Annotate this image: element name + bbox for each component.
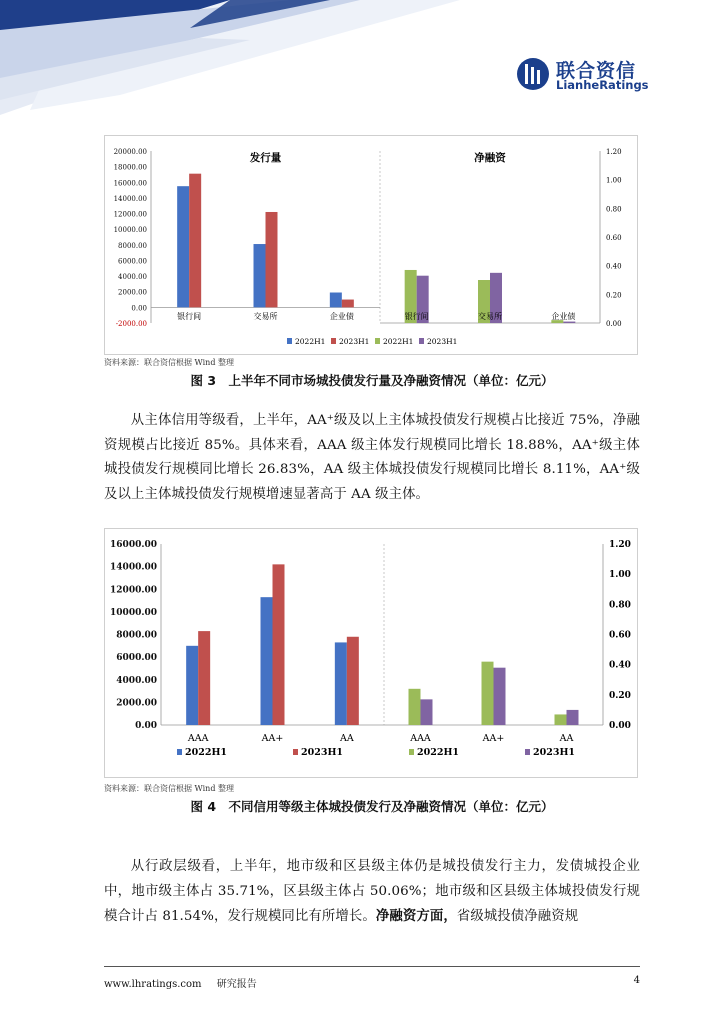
left-tick-label: 4000.00 [118, 273, 147, 282]
left-tick-label: 20000.00 [113, 148, 147, 156]
left-tick-label: 4000.00 [116, 675, 157, 686]
right-tick-label: 0.00 [606, 320, 622, 328]
bar-2022H1-left [261, 597, 273, 725]
bar-2022H1-right [482, 662, 494, 725]
logo-icon [516, 56, 552, 92]
x-category-label: 银行间 [404, 312, 429, 321]
chart-4 [105, 529, 637, 777]
x-category-label: 企业债 [329, 312, 354, 321]
right-tick-label: 0.80 [609, 600, 631, 611]
x-category-label: AA+ [482, 733, 505, 744]
legend-label: 2022H1 [185, 747, 228, 758]
paragraph-2-bold: 净融资方面， [375, 908, 457, 924]
legend-swatch [293, 749, 298, 755]
x-category-label: 交易所 [478, 312, 502, 321]
legend-swatch [331, 338, 336, 344]
left-tick-label: 10000.00 [110, 607, 157, 618]
right-tick-label: 1.00 [609, 570, 631, 581]
legend-label: 2023H1 [301, 747, 344, 758]
bar-2022H1-left [186, 646, 198, 725]
right-tick-label: 0.00 [609, 721, 631, 731]
chart-4-caption: 图 4 不同信用等级主体城投债发行及净融资情况（单位：亿元） [190, 799, 554, 814]
paragraph-admin-level [104, 855, 640, 930]
bar-2023H1-right [494, 668, 506, 725]
panel-title-left: 发行量 [249, 152, 282, 164]
right-tick-label: 0.20 [609, 690, 631, 701]
legend-swatch [525, 749, 530, 755]
bar-2022H1-left [177, 186, 189, 307]
left-tick-label: 14000.00 [113, 194, 147, 203]
right-tick-label: 0.80 [606, 205, 622, 214]
legend-swatch [409, 749, 414, 755]
chart-3-caption: 图 3 上半年不同市场城投债发行量及净融资情况（单位：亿元） [190, 373, 554, 388]
left-tick-label: 2000.00 [116, 698, 157, 709]
chart-4-frame [104, 528, 638, 778]
right-tick-label: 1.20 [606, 148, 622, 156]
left-tick-label: 0.00 [135, 721, 157, 731]
footer-rule [104, 966, 640, 967]
bar-2022H1-right [555, 714, 567, 725]
legend-swatch [287, 338, 292, 344]
left-tick-label: 6000.00 [116, 653, 157, 664]
legend-swatch [375, 338, 380, 344]
right-tick-label: 0.40 [606, 262, 622, 271]
brand-cn: 联合资信 [556, 60, 637, 82]
legend-label: 2022H1 [383, 337, 414, 346]
bar-2023H1-right [421, 699, 433, 725]
legend-label: 2022H1 [295, 337, 326, 346]
bar-2023H1-left [347, 637, 359, 725]
left-tick-label: 14000.00 [110, 562, 157, 573]
left-tick-label: 10000.00 [113, 226, 147, 235]
left-tick-label: 0.00 [131, 304, 147, 313]
paragraph-credit-rating [104, 409, 640, 507]
bar-2023H1-left [189, 174, 201, 308]
left-tick-label: 12000.00 [110, 585, 157, 596]
right-tick-label: 0.40 [609, 660, 631, 671]
chart-3 [105, 136, 637, 354]
x-category-label: 银行间 [177, 312, 202, 321]
right-tick-label: 1.00 [606, 176, 622, 185]
panel-title-right: 净融资 [474, 152, 506, 164]
bar-2023H1-left [342, 300, 354, 308]
bar-2023H1-right [567, 710, 579, 725]
left-tick-label: 12000.00 [113, 210, 147, 219]
footer-label: 研究报告 [216, 979, 257, 990]
paragraph-2-tail: 省级城投债净融资规 [456, 909, 579, 924]
legend-label: 2023H1 [533, 747, 576, 758]
left-tick-label: 16000.00 [113, 179, 147, 188]
brand-logo [516, 56, 649, 96]
left-tick-label: 8000.00 [116, 630, 157, 641]
x-category-label: 交易所 [253, 312, 278, 321]
x-category-label: 企业债 [551, 312, 576, 321]
x-category-label: AA [559, 733, 574, 744]
right-tick-label: 0.60 [606, 234, 622, 242]
left-tick-label: 6000.00 [118, 257, 147, 266]
left-tick-label: 8000.00 [118, 241, 147, 250]
legend-label: 2023H1 [339, 337, 370, 346]
bar-2023H1-left [198, 631, 210, 725]
right-tick-label: 0.20 [606, 291, 622, 300]
legend-swatch [419, 338, 424, 344]
left-tick-label: -2000.00 [115, 320, 147, 328]
left-tick-label: 2000.00 [118, 288, 147, 297]
page-number: 4 [633, 975, 640, 986]
brand-en: LianheRatings [556, 78, 649, 92]
chart-3-source: 资料来源：联合资信根据 Wind 整理 [104, 358, 234, 367]
legend-label: 2022H1 [417, 747, 460, 758]
footer-site-link[interactable]: www.lhratings.com [104, 979, 202, 990]
x-category-label: AA [339, 733, 354, 744]
right-tick-label: 1.20 [609, 540, 631, 550]
x-category-label: AAA [410, 733, 431, 744]
footer [104, 975, 640, 990]
bar-2022H1-right [409, 689, 421, 725]
chart-4-source: 资料来源：联合资信根据 Wind 整理 [104, 784, 234, 793]
bar-2022H1-left [335, 642, 347, 725]
left-tick-label: 18000.00 [113, 163, 147, 172]
left-tick-label: 16000.00 [110, 540, 157, 550]
chart-3-frame [104, 135, 638, 355]
legend-swatch [177, 749, 182, 755]
right-tick-label: 0.60 [609, 630, 631, 641]
x-category-label: AAA [187, 733, 209, 744]
bar-2023H1-left [273, 564, 285, 725]
legend-label: 2023H1 [427, 337, 458, 346]
bar-2023H1-left [266, 212, 278, 307]
bar-2022H1-left [330, 293, 342, 308]
x-category-label: AA+ [261, 733, 284, 744]
paragraph-2-text: 从行政层级看，上半年，地市级和区县级主体仍是城投债发行主力，发债城投企业中，地市级主体占 35.71%，区县级主体占 50.06%；地市级和区县级主体城投债发行规模合计占 81.54%，发行规模同比有所增长。 [104, 859, 640, 924]
bar-2022H1-left [254, 244, 266, 307]
paragraph-1-text: 从主体信用等级看，上半年，AA⁺级及以上主体城投债发行规模占比接近 75%，净融资规模占比接近 85%。具体来看，AAA 级主体发行规模同比增长 18.88%，AA⁺级主体城投债发行规模同比增长 26.83%，AA 级主体城投债发行规模同比增长 8.11%，AA⁺级及以上主体城投债发行规模增速显著高于 AA 级主体。 [104, 413, 640, 502]
bar-2023H1-right [563, 322, 575, 323]
